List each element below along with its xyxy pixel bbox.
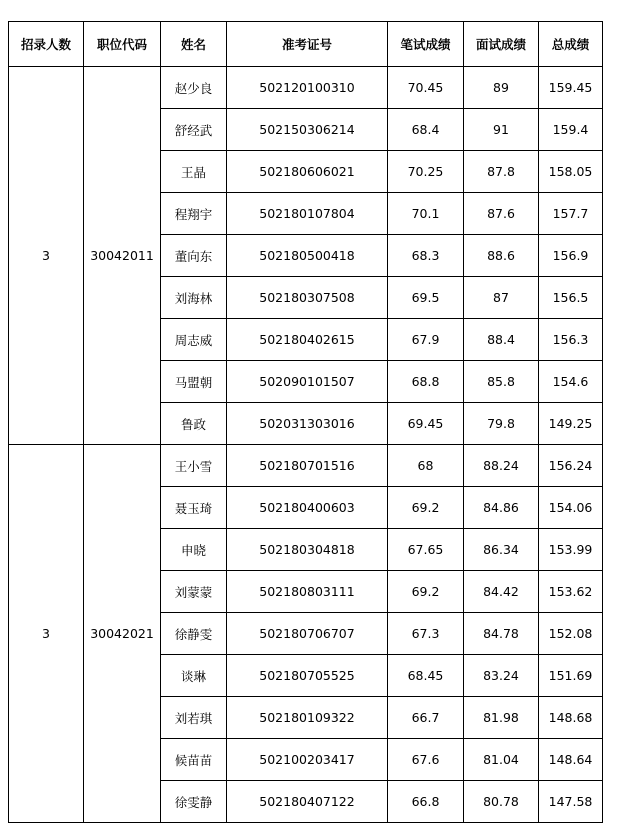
interview-score-cell: 87.6 bbox=[464, 193, 539, 235]
name-cell: 王晶 bbox=[161, 151, 227, 193]
total-score-cell: 158.05 bbox=[539, 151, 603, 193]
exam-id-cell: 502180500418 bbox=[227, 235, 388, 277]
score-table bbox=[8, 21, 603, 823]
total-score-cell: 153.62 bbox=[539, 571, 603, 613]
header-exam-id: 准考证号 bbox=[227, 22, 388, 67]
name-cell: 马盟朝 bbox=[161, 361, 227, 403]
interview-score-cell: 87.8 bbox=[464, 151, 539, 193]
exam-id-cell: 502180402615 bbox=[227, 319, 388, 361]
total-score-cell: 157.7 bbox=[539, 193, 603, 235]
total-score-cell: 156.5 bbox=[539, 277, 603, 319]
interview-score-cell: 81.04 bbox=[464, 739, 539, 781]
written-score-cell: 68.45 bbox=[388, 655, 464, 697]
name-cell: 刘海林 bbox=[161, 277, 227, 319]
interview-score-cell: 87 bbox=[464, 277, 539, 319]
written-score-cell: 67.9 bbox=[388, 319, 464, 361]
exam-id-cell: 502090101507 bbox=[227, 361, 388, 403]
interview-score-cell: 81.98 bbox=[464, 697, 539, 739]
written-score-cell: 69.2 bbox=[388, 571, 464, 613]
interview-score-cell: 84.42 bbox=[464, 571, 539, 613]
header-written-score: 笔试成绩 bbox=[388, 22, 464, 67]
written-score-cell: 66.7 bbox=[388, 697, 464, 739]
total-score-cell: 154.06 bbox=[539, 487, 603, 529]
header-name: 姓名 bbox=[161, 22, 227, 67]
total-score-cell: 152.08 bbox=[539, 613, 603, 655]
interview-score-cell: 79.8 bbox=[464, 403, 539, 445]
header-row bbox=[9, 22, 603, 67]
exam-id-cell: 502120100310 bbox=[227, 67, 388, 109]
header-interview-score: 面试成绩 bbox=[464, 22, 539, 67]
exam-id-cell: 502180304818 bbox=[227, 529, 388, 571]
written-score-cell: 70.45 bbox=[388, 67, 464, 109]
name-cell: 程翔宇 bbox=[161, 193, 227, 235]
interview-score-cell: 86.34 bbox=[464, 529, 539, 571]
total-score-cell: 156.9 bbox=[539, 235, 603, 277]
name-cell: 舒经武 bbox=[161, 109, 227, 151]
written-score-cell: 67.65 bbox=[388, 529, 464, 571]
written-score-cell: 68 bbox=[388, 445, 464, 487]
name-cell: 刘蒙蒙 bbox=[161, 571, 227, 613]
written-score-cell: 67.3 bbox=[388, 613, 464, 655]
total-score-cell: 153.99 bbox=[539, 529, 603, 571]
name-cell: 董向东 bbox=[161, 235, 227, 277]
interview-score-cell: 88.24 bbox=[464, 445, 539, 487]
interview-score-cell: 88.4 bbox=[464, 319, 539, 361]
interview-score-cell: 84.86 bbox=[464, 487, 539, 529]
name-cell: 申晓 bbox=[161, 529, 227, 571]
recruit-count-cell: 3 bbox=[9, 67, 84, 445]
exam-id-cell: 502180307508 bbox=[227, 277, 388, 319]
written-score-cell: 70.25 bbox=[388, 151, 464, 193]
exam-id-cell: 502180705525 bbox=[227, 655, 388, 697]
total-score-cell: 159.45 bbox=[539, 67, 603, 109]
interview-score-cell: 80.78 bbox=[464, 781, 539, 823]
position-code-cell: 30042011 bbox=[84, 67, 161, 445]
interview-score-cell: 88.6 bbox=[464, 235, 539, 277]
table-body bbox=[9, 67, 603, 823]
exam-id-cell: 502180803111 bbox=[227, 571, 388, 613]
exam-id-cell: 502180706707 bbox=[227, 613, 388, 655]
interview-score-cell: 84.78 bbox=[464, 613, 539, 655]
written-score-cell: 66.8 bbox=[388, 781, 464, 823]
total-score-cell: 148.68 bbox=[539, 697, 603, 739]
table-row bbox=[9, 67, 603, 109]
header-count: 招录人数 bbox=[9, 22, 84, 67]
total-score-cell: 154.6 bbox=[539, 361, 603, 403]
exam-id-cell: 502180109322 bbox=[227, 697, 388, 739]
written-score-cell: 69.45 bbox=[388, 403, 464, 445]
exam-id-cell: 502180606021 bbox=[227, 151, 388, 193]
header-total-score: 总成绩 bbox=[539, 22, 603, 67]
exam-id-cell: 502180407122 bbox=[227, 781, 388, 823]
name-cell: 刘若琪 bbox=[161, 697, 227, 739]
position-code-cell: 30042021 bbox=[84, 445, 161, 823]
exam-id-cell: 502180400603 bbox=[227, 487, 388, 529]
written-score-cell: 68.4 bbox=[388, 109, 464, 151]
total-score-cell: 151.69 bbox=[539, 655, 603, 697]
name-cell: 鲁政 bbox=[161, 403, 227, 445]
written-score-cell: 68.8 bbox=[388, 361, 464, 403]
total-score-cell: 149.25 bbox=[539, 403, 603, 445]
interview-score-cell: 83.24 bbox=[464, 655, 539, 697]
interview-score-cell: 89 bbox=[464, 67, 539, 109]
exam-id-cell: 502180107804 bbox=[227, 193, 388, 235]
total-score-cell: 148.64 bbox=[539, 739, 603, 781]
written-score-cell: 69.5 bbox=[388, 277, 464, 319]
table-row bbox=[9, 445, 603, 487]
exam-id-cell: 502100203417 bbox=[227, 739, 388, 781]
name-cell: 徐静雯 bbox=[161, 613, 227, 655]
header-code: 职位代码 bbox=[84, 22, 161, 67]
interview-score-cell: 91 bbox=[464, 109, 539, 151]
name-cell: 聂玉琦 bbox=[161, 487, 227, 529]
total-score-cell: 156.3 bbox=[539, 319, 603, 361]
name-cell: 徐雯静 bbox=[161, 781, 227, 823]
name-cell: 赵少良 bbox=[161, 67, 227, 109]
name-cell: 谈琳 bbox=[161, 655, 227, 697]
total-score-cell: 159.4 bbox=[539, 109, 603, 151]
name-cell: 王小雪 bbox=[161, 445, 227, 487]
interview-score-cell: 85.8 bbox=[464, 361, 539, 403]
written-score-cell: 70.1 bbox=[388, 193, 464, 235]
name-cell: 周志威 bbox=[161, 319, 227, 361]
exam-id-cell: 502180701516 bbox=[227, 445, 388, 487]
written-score-cell: 69.2 bbox=[388, 487, 464, 529]
total-score-cell: 147.58 bbox=[539, 781, 603, 823]
recruit-count-cell: 3 bbox=[9, 445, 84, 823]
written-score-cell: 67.6 bbox=[388, 739, 464, 781]
total-score-cell: 156.24 bbox=[539, 445, 603, 487]
exam-id-cell: 502031303016 bbox=[227, 403, 388, 445]
written-score-cell: 68.3 bbox=[388, 235, 464, 277]
name-cell: 候苗苗 bbox=[161, 739, 227, 781]
exam-id-cell: 502150306214 bbox=[227, 109, 388, 151]
